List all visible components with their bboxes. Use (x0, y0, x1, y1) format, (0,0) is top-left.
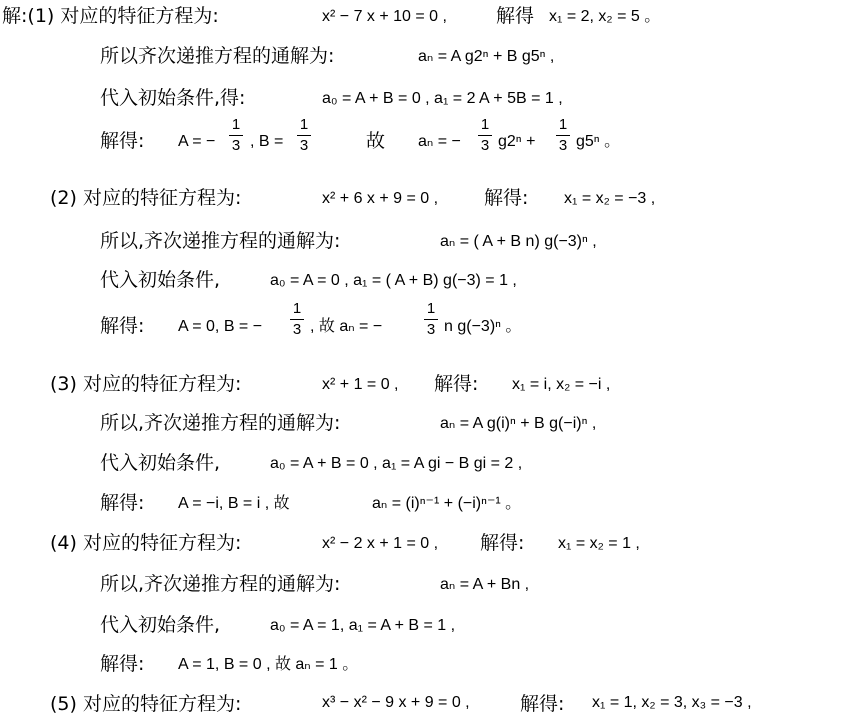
p5-label: (5) 对应的特征方程为: (50, 693, 242, 715)
p1-fraction-d: 1 3 (556, 116, 570, 155)
p1-fraction-b: 1 3 (297, 116, 311, 155)
p3-label: (3) 对应的特征方程为: (50, 373, 242, 395)
p1-final-c: g5ⁿ 。 (576, 133, 621, 150)
p3-result-a: A = −i, B = i , 故 (178, 495, 290, 512)
p3-initial-conditions: a₀ = A + B = 0 , a₁ = A gi − B gi = 2 , (270, 455, 523, 472)
p1-final-a: aₙ = − (418, 133, 461, 150)
p1-initial-conditions: a₀ = A + B = 0 , a₁ = 2 A + 5B = 1 , (322, 90, 563, 107)
p4-solution: x₁ = x₂ = 1 , (558, 535, 640, 552)
p2-result-c: n g(−3)ⁿ 。 (444, 318, 522, 335)
p1-final-b: g2ⁿ + (498, 133, 536, 150)
p3-initial-label: 代入初始条件, (100, 452, 221, 474)
p3-solution-label: 解得: (434, 373, 479, 395)
p2-fraction-b: 1 3 (424, 300, 438, 339)
p3-solution: x₁ = i, x₂ = −i , (512, 376, 611, 393)
p2-result-label: 解得: (100, 315, 145, 337)
p1-solution-label: 解得 (496, 5, 535, 27)
p2-solution-label: 解得: (484, 187, 529, 209)
p5-solution-label: 解得: (520, 693, 565, 715)
p4-label: (4) 对应的特征方程为: (50, 532, 242, 554)
p1-general-label: 所以齐次递推方程的通解为: (100, 45, 335, 67)
p2-initial-label: 代入初始条件, (100, 269, 221, 291)
p1-therefore: 故 (366, 130, 386, 152)
p1-result-a: A = − (178, 133, 216, 150)
p2-equation: x² + 6 x + 9 = 0 , (322, 190, 439, 207)
p4-equation: x² − 2 x + 1 = 0 , (322, 535, 439, 552)
p3-general-solution: aₙ = A g(i)ⁿ + B g(−i)ⁿ , (440, 415, 597, 432)
p1-result-label: 解得: (100, 130, 145, 152)
p4-general-label: 所以,齐次递推方程的通解为: (100, 573, 341, 595)
p4-result-label: 解得: (100, 653, 145, 675)
p4-solution-label: 解得: (480, 532, 525, 554)
p2-general-solution: aₙ = ( A + B n) g(−3)ⁿ , (440, 233, 597, 250)
p1-result-b: , B = (250, 133, 284, 150)
p3-equation: x² + 1 = 0 , (322, 376, 399, 393)
p1-equation: x² − 7 x + 10 = 0 , (322, 8, 447, 25)
p2-fraction-a: 1 3 (290, 300, 304, 339)
p4-initial-conditions: a₀ = A = 1, a₁ = A + B = 1 , (270, 617, 456, 634)
p1-fraction-c: 1 3 (478, 116, 492, 155)
p1-label: 解:(1) 对应的特征方程为: (2, 5, 219, 27)
p1-fraction-a: 1 3 (229, 116, 243, 155)
p5-solution: x₁ = 1, x₂ = 3, x₃ = −3 , (592, 694, 752, 711)
p1-initial-label: 代入初始条件,得: (100, 87, 246, 109)
p2-general-label: 所以,齐次递推方程的通解为: (100, 230, 341, 252)
p3-result-label: 解得: (100, 492, 145, 514)
p4-initial-label: 代入初始条件, (100, 614, 221, 636)
p3-general-label: 所以,齐次递推方程的通解为: (100, 412, 341, 434)
p4-result: A = 1, B = 0 , 故 aₙ = 1 。 (178, 656, 359, 673)
p1-solution: x₁ = 2, x₂ = 5 。 (549, 8, 661, 25)
p4-general-solution: aₙ = A + Bn , (440, 576, 530, 593)
p3-result-b: aₙ = (i)ⁿ⁻¹ + (−i)ⁿ⁻¹ 。 (372, 495, 522, 512)
p1-general-solution: aₙ = A g2ⁿ + B g5ⁿ , (418, 48, 555, 65)
p2-solution: x₁ = x₂ = −3 , (564, 190, 656, 207)
p2-result-a: A = 0, B = − (178, 318, 263, 335)
p2-initial-conditions: a₀ = A = 0 , a₁ = ( A + B) g(−3) = 1 , (270, 272, 517, 289)
p2-result-b: , 故 aₙ = − (310, 318, 383, 335)
p2-label: (2) 对应的特征方程为: (50, 187, 242, 209)
p5-equation: x³ − x² − 9 x + 9 = 0 , (322, 694, 470, 711)
